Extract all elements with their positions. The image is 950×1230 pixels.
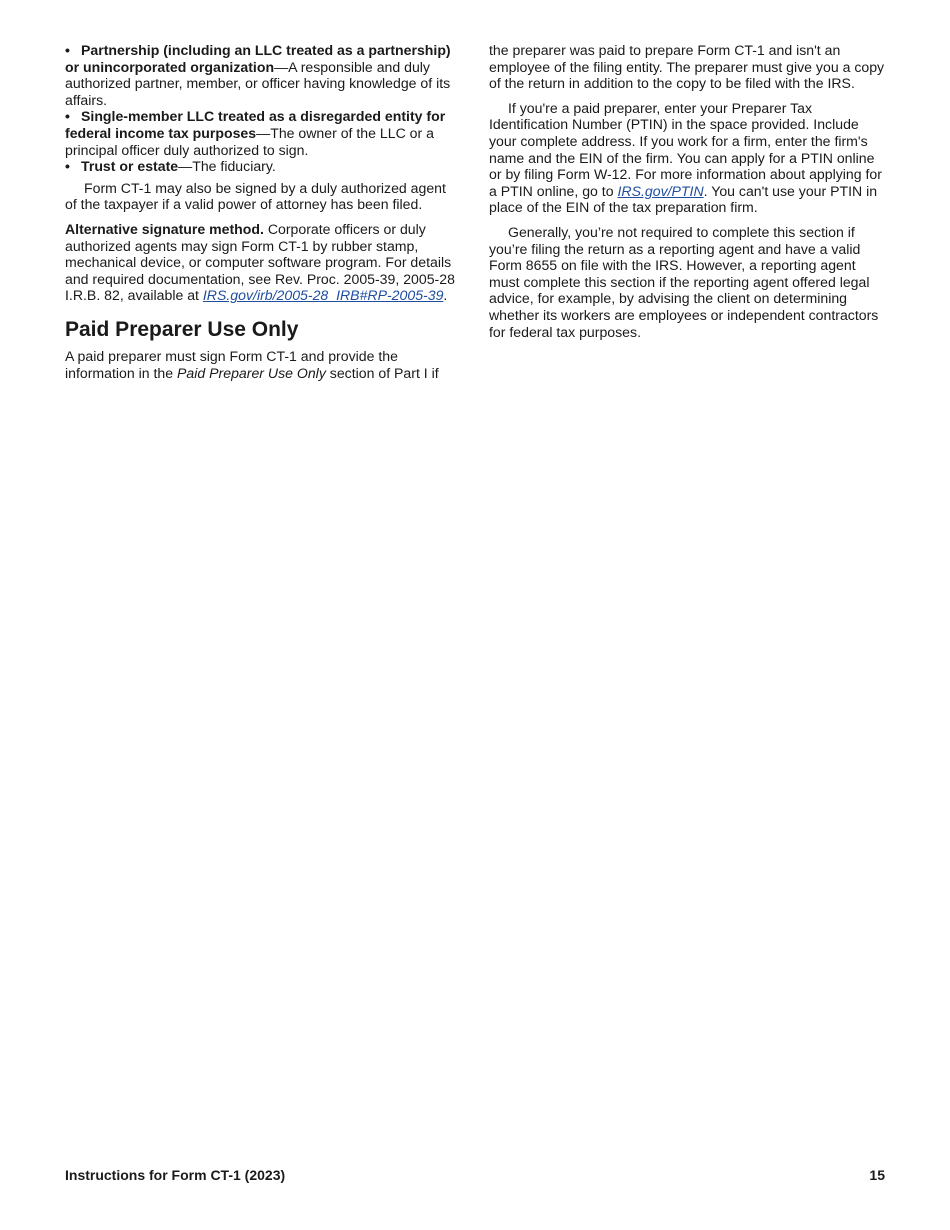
bullet-text: —The fiduciary. xyxy=(178,158,276,175)
agent-paragraph: Form CT-1 may also be signed by a duly authorized agent of the taxpayer if a valid power of attorney has been filed. xyxy=(65,179,446,213)
bullet-text: —A responsible and duly authorized partner, member, or officer having knowledge of its affairs. xyxy=(65,58,451,108)
pp-text-end: section of Part I if xyxy=(325,364,439,381)
ptin-link[interactable]: IRS.gov/PTIN xyxy=(617,182,704,199)
right-column xyxy=(489,42,885,340)
bullet-partnership xyxy=(65,42,461,108)
bullet-icon: • xyxy=(65,158,70,175)
ptin-paragraph xyxy=(489,100,885,216)
left-column xyxy=(65,42,461,381)
pp-italic: Paid Preparer Use Only xyxy=(177,364,326,381)
page-number: 15 xyxy=(869,1167,885,1183)
bullet-lead: Partnership (including an LLC treated as a partnership) or unincorporated organization xyxy=(65,42,451,75)
bullet-single-member-llc xyxy=(65,108,461,158)
bullet-trust-estate xyxy=(65,158,461,175)
bullet-icon: • xyxy=(65,108,70,125)
bullet-lead: Trust or estate xyxy=(81,158,179,175)
ptin-text-end: . You can't use your PTIN in place of the EIN of the tax preparation firm. xyxy=(489,182,878,216)
alt-signature-paragraph xyxy=(65,221,461,304)
bullet-icon: • xyxy=(65,42,70,58)
footer-title: Instructions for Form CT-1 (2023) xyxy=(65,1167,286,1183)
paid-preparer-paragraph xyxy=(65,348,461,381)
pp-text-start: A paid preparer must sign Form CT-1 and provide the information in the xyxy=(65,347,398,381)
ptin-text-start: If you're a paid preparer, enter your Preparer Tax Identification Number (PTIN) in the space provided. Include your complete address. If you work for a firm, enter the firm's name and the EIN of the firm. You can apply for a PTIN online or by filing Form W-12. For more information about applying for a PTIN online, go to xyxy=(489,99,882,199)
reporting-agent-paragraph: Generally, you’re not required to complete this section if you’re filing the return as a reporting agent and have a valid Form 8655 on file with the IRS. However, a reporting agent must complete this section if the reporting agent offered legal advice, for example, by advising the client on determining whether its workers are employees or independent contractors for federal tax purposes. xyxy=(489,223,879,340)
alt-signature-end: . xyxy=(443,287,448,304)
bullet-lead: Single-member LLC treated as a disregarded entity for federal income tax purposes xyxy=(65,108,446,141)
continued-paragraph: the preparer was paid to prepare Form CT-1 and isn't an employee of the filing entity. The preparer must give you a copy of the return in addition to the copy to be filed with the IRS. xyxy=(489,42,885,92)
irb-link[interactable]: IRS.gov/irb/2005-28_IRB#RP-2005-39 xyxy=(202,287,444,304)
bullet-text: —The owner of the LLC or a principal officer duly authorized to sign. xyxy=(65,124,434,158)
alt-signature-lead: Alternative signature method. xyxy=(65,220,264,237)
alt-signature-text: Corporate officers or duly authorized agents may sign Form CT-1 by rubber stamp, mechanical device, or computer software program. For details and required documentation, see Rev. Proc. 2005-39, 2005-28 I.R.B. 82, available at xyxy=(65,220,455,304)
page-footer xyxy=(65,1167,885,1183)
section-heading: Paid Preparer Use Only xyxy=(65,317,299,341)
